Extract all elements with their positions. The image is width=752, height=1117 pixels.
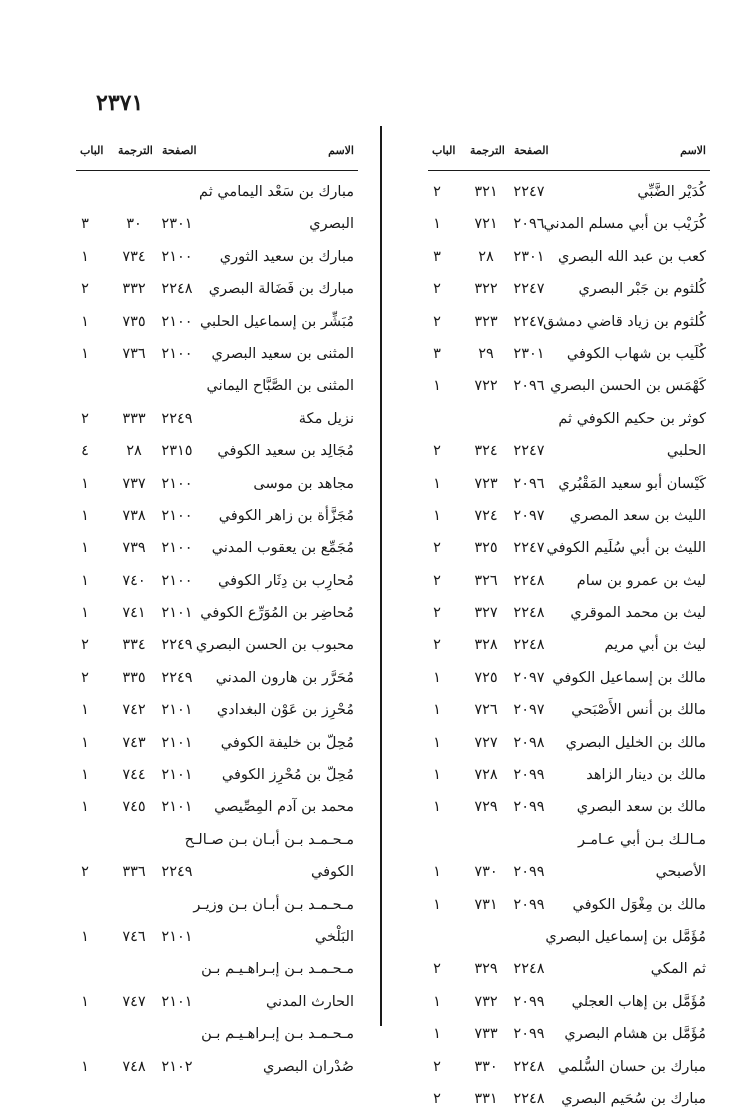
index-row [76,1053,358,1085]
entry-translation: ٧٤٣ [122,734,146,751]
entry-translation: ٣٢٣ [474,313,498,330]
entry-page: ٢٢٤٨ [513,572,545,589]
entry-bab: ٢ [81,281,89,298]
left-column-rows [76,178,358,1085]
index-row [76,437,358,469]
index-row [76,955,358,987]
entry-translation: ٣٢٦ [474,572,498,589]
entry-name: كَيْسان أبو سعيد المَقْبُري [558,475,706,492]
entry-translation: ٧٢٦ [474,702,498,719]
entry-name: ليث بن أبي مريم [604,637,706,654]
index-row [428,631,710,663]
entry-page: ٢٢٤٨ [513,1090,545,1107]
index-row [428,243,710,275]
entry-page: ٢٠٩٩ [513,896,545,913]
entry-bab: ٢ [81,864,89,881]
index-row [76,372,358,404]
entry-page: ٢١٠٠ [161,345,193,362]
entry-name: مُؤَمَّل بن إهاب العجلي [571,993,706,1010]
entry-bab: ٢ [433,637,441,654]
left-column-header [76,130,358,171]
entry-page: ٢٠٩٦ [513,378,545,395]
entry-bab: ٢ [433,313,441,330]
entry-name: كُلثوم بن جَبْر البصري [578,281,706,298]
entry-bab: ٢ [433,1090,441,1107]
index-row [428,729,710,761]
index-row [428,534,710,566]
entry-translation: ٧٢٢ [474,378,498,395]
entry-name: مجاهد بن موسى [253,475,354,492]
entry-name: مـحـمـد بـن أبـان بـن صـالـح [184,831,354,848]
header-page: الصفحة [162,144,197,157]
index-row [428,567,710,599]
entry-name: كُلَيب بن شهاب الكوفي [566,345,706,362]
entry-name: مُحاضِر بن المُوَرِّع الكوفي [200,605,354,622]
entry-page: ٢٠٩٩ [513,1026,545,1043]
entry-name: مُبَشِّر بن إسماعيل الحلبي [199,313,354,330]
entry-translation: ٣٣٥ [122,669,146,686]
index-row [76,761,358,793]
index-row [428,178,710,210]
entry-bab: ٢ [433,572,441,589]
entry-page: ٢٣٠١ [513,248,545,265]
index-row [428,210,710,242]
index-row [428,308,710,340]
entry-bab: ١ [433,702,441,719]
entry-translation: ٢٩ [478,345,494,362]
entry-name: مُؤَمَّل بن هشام البصري [564,1026,706,1043]
entry-page: ٢٣٠١ [513,345,545,362]
entry-name: مُجَالِد بن سعيد الكوفي [217,443,354,460]
entry-name: ليث بن محمد الموقري [570,605,706,622]
header-bab: الباب [80,144,104,157]
entry-bab: ٢ [433,1058,441,1075]
entry-page: ٢٢٤٨ [161,281,193,298]
entry-name: مبارك بن سَعْد اليمامي ثم [199,184,354,200]
entry-translation: ٣٣٠ [474,1058,498,1075]
index-row [76,729,358,761]
entry-page: ٢١٠١ [161,702,193,719]
entry-bab: ١ [433,507,441,524]
index-row [76,243,358,275]
entry-translation: ٧٤٥ [122,799,146,816]
entry-bab: ١ [433,216,441,233]
entry-page: ٢١٠١ [161,928,193,945]
entry-translation: ٣٢٩ [474,961,498,978]
entry-translation: ٧٢٣ [474,475,498,492]
entry-bab: ١ [433,896,441,913]
index-row [76,793,358,825]
entry-name: مـالـك بـن أبي عـامـر [578,831,706,848]
entry-translation: ٧٤٠ [122,572,146,589]
entry-bab: ١ [81,702,89,719]
entry-name: المثنى بن الصَّبَّاح اليماني [206,378,354,395]
entry-page: ٢٣١٥ [161,443,193,460]
entry-name: مالك بن سعد البصري [576,799,706,816]
entry-page: ٢٢٤٩ [161,637,193,654]
entry-name: نزيل مكة [298,410,354,427]
entry-translation: ٣٢٢ [474,281,498,298]
index-row [428,664,710,696]
entry-page: ٢٠٩٨ [513,734,545,751]
entry-page: ٢٠٩٧ [513,507,545,524]
index-row [428,275,710,307]
entry-translation: ٧٣٥ [122,313,146,330]
entry-name: مُجَمِّع بن يعقوب المدني [211,540,354,557]
entry-translation: ٧٢٥ [474,669,498,686]
index-row [428,1085,710,1117]
entry-page: ٢١٠٠ [161,540,193,557]
index-row [428,340,710,372]
entry-bab: ١ [81,928,89,945]
entry-translation: ٧٣٦ [122,345,146,362]
entry-bab: ١ [81,507,89,524]
entry-name: البصري [309,216,354,233]
entry-name: مالك بن الخليل البصري [565,734,706,751]
entry-name: المثنى بن سعيد البصري [211,345,354,362]
entry-translation: ٧٣١ [474,896,498,913]
entry-bab: ٢ [433,961,441,978]
entry-bab: ١ [433,799,441,816]
entry-page: ٢١٠٠ [161,248,193,265]
entry-page: ٢١٠٠ [161,572,193,589]
entry-page: ٢١٠١ [161,605,193,622]
index-row [76,502,358,534]
entry-translation: ٣٣١ [474,1090,498,1107]
entry-bab: ١ [81,734,89,751]
index-row [428,1020,710,1052]
header-bab: الباب [432,144,456,157]
entry-translation: ٣٢٨ [474,637,498,654]
entry-name: مبارك بن حسان السُّلمي [557,1058,706,1075]
entry-translation: ٧٣٩ [122,540,146,557]
entry-translation: ٧٣٧ [122,475,146,492]
entry-name: مبارك بن فَضَالة البصري [208,281,354,298]
header-name: الاسم [680,144,706,157]
entry-bab: ١ [433,669,441,686]
header-translation: الترجمة [118,144,153,157]
index-row [428,858,710,890]
entry-bab: ٤ [81,443,89,460]
index-row [428,437,710,469]
column-divider [380,126,382,1026]
entry-page: ٢٢٤٨ [513,637,545,654]
entry-translation: ٧٣٢ [474,993,498,1010]
entry-bab: ٢ [433,605,441,622]
entry-page: ٢٠٩٧ [513,702,545,719]
entry-bab: ١ [433,864,441,881]
index-row [76,340,358,372]
entry-page: ٢٠٩٩ [513,993,545,1010]
entry-name: مُحَرَّر بن هارون المدني [215,669,354,686]
header-page: الصفحة [514,144,549,157]
entry-translation: ٢٨ [126,443,142,460]
entry-name: مالك بن مِغْوَل الكوفي [572,896,706,913]
entry-page: ٢١٠٠ [161,475,193,492]
entry-translation: ٧٣٤ [122,248,146,265]
page-number: ٢٣٧١ [96,90,144,116]
index-row [76,826,358,858]
entry-translation: ٧٤٤ [122,767,146,784]
entry-name: الليث بن أبي سُلَيم الكوفي [546,540,706,557]
index-row [428,599,710,631]
entry-translation: ٣٢٤ [474,443,498,460]
entry-name: صُدْران البصري [263,1058,354,1075]
entry-bab: ٢ [433,184,441,200]
entry-page: ٢٠٩٩ [513,767,545,784]
index-row [76,470,358,502]
entry-bab: ١ [81,799,89,816]
entry-name: البَلْخي [314,928,354,945]
entry-name: الحارث المدني [265,993,354,1010]
entry-page: ٢٢٤٧ [513,443,545,460]
entry-page: ٢٠٩٧ [513,669,545,686]
index-row [428,761,710,793]
entry-name: مُحْرِز بن عَوْن البغدادي [216,702,354,719]
entry-translation: ٧٤١ [122,605,146,622]
entry-page: ٢٢٤٧ [513,313,545,330]
index-row [76,664,358,696]
entry-name: ثم المكي [650,961,706,978]
index-row [76,534,358,566]
entry-name: الليث بن سعد المصري [569,507,706,524]
entry-name: مُؤَمَّل بن إسماعيل البصري [545,928,706,945]
entry-translation: ٧٤٨ [122,1058,146,1075]
index-row [76,405,358,437]
entry-name: مـحـمـد بـن إبـراهـيـم بـن [201,1026,354,1043]
entry-translation: ٣٣٣ [122,410,146,427]
right-column-rows [428,178,710,1117]
entry-translation: ٣٢٥ [474,540,498,557]
entry-bab: ١ [81,540,89,557]
index-row [76,275,358,307]
entry-translation: ٧٤٢ [122,702,146,719]
entry-name: مُجَزَّأة بن زاهر الكوفي [218,507,354,524]
entry-name: مالك بن أنس الأَصْبَحي [571,702,706,719]
entry-bab: ١ [433,378,441,395]
index-row [428,372,710,404]
entry-bab: ٢ [81,410,89,427]
entry-bab: ١ [81,605,89,622]
entry-translation: ٣٠ [126,216,142,233]
entry-name: الحلبي [666,443,706,460]
entry-page: ٢١٠٠ [161,507,193,524]
entry-bab: ١ [433,734,441,751]
index-row [76,696,358,728]
entry-bab: ١ [433,1026,441,1043]
entry-translation: ٧٣٨ [122,507,146,524]
entry-page: ٢٢٤٨ [513,605,545,622]
entry-bab: ١ [433,475,441,492]
entry-name: مُحارِب بن دِثَار الكوفي [218,572,354,589]
entry-bab: ١ [81,248,89,265]
entry-name: محبوب بن الحسن البصري [195,637,354,654]
entry-bab: ٢ [433,281,441,298]
index-row [428,891,710,923]
entry-name: كعب بن عبد الله البصري [557,248,706,265]
entry-name: محمد بن آدم المِصِّيصي [214,799,354,816]
entry-name: مـحـمـد بـن إبـراهـيـم بـن [201,961,354,978]
entry-translation: ٧٢٩ [474,799,498,816]
entry-name: الأصبحي [655,864,706,881]
entry-name: مـحـمـد بـن أبـان بـن وزيـر [193,896,354,913]
entry-translation: ٧٤٦ [122,928,146,945]
entry-bab: ١ [81,1058,89,1075]
entry-page: ٢١٠٢ [161,1058,193,1075]
index-row [428,405,710,437]
entry-page: ٢٢٤٧ [513,540,545,557]
entry-page: ٢٢٤٩ [161,669,193,686]
index-row [428,955,710,987]
entry-translation: ٧٣٠ [474,864,498,881]
entry-bab: ٢ [433,540,441,557]
index-row [76,631,358,663]
entry-name: مُحِلّ بن خليفة الكوفي [220,734,354,751]
entry-translation: ٧٢٧ [474,734,498,751]
entry-name: مبارك بن سُحَيم البصري [561,1090,706,1107]
header-translation: الترجمة [470,144,505,157]
entry-name: مالك بن دينار الزاهد [586,767,706,784]
index-row [76,178,358,210]
entry-name: الكوفي [311,864,354,881]
index-row [428,696,710,728]
entry-translation: ٧٤٧ [122,993,146,1010]
entry-page: ٢١٠١ [161,799,193,816]
entry-name: كُلثوم بن زياد قاضي دمشق [543,313,706,330]
index-row [76,210,358,242]
right-column [428,130,710,1117]
entry-bab: ٣ [81,216,89,233]
entry-page: ٢٢٤٧ [513,184,545,200]
entry-bab: ١ [81,767,89,784]
entry-page: ٢١٠١ [161,993,193,1010]
entry-page: ٢١٠١ [161,734,193,751]
index-row [428,793,710,825]
entry-name: كَهْمَس بن الحسن البصري [550,378,706,395]
entry-translation: ٣٢٧ [474,605,498,622]
index-row [76,891,358,923]
entry-bab: ١ [81,475,89,492]
entry-name: ليث بن عمرو بن سام [576,572,706,589]
index-row [428,470,710,502]
entry-translation: ٧٣٣ [474,1026,498,1043]
entry-page: ٢٢٤٩ [161,410,193,427]
entry-page: ٢٢٤٧ [513,281,545,298]
entry-bab: ٢ [81,637,89,654]
entry-page: ٢٠٩٩ [513,799,545,816]
entry-name: مالك بن إسماعيل الكوفي [552,669,706,686]
entry-page: ٢١٠١ [161,767,193,784]
right-column-header [428,130,710,171]
index-row [428,826,710,858]
entry-bab: ٢ [81,669,89,686]
entry-page: ٢٢٤٨ [513,961,545,978]
entry-page: ٢٢٤٨ [513,1058,545,1075]
entry-name: مُحِلّ بن مُحْرِز الكوفي [221,767,354,784]
entry-translation: ٣٣٤ [122,637,146,654]
entry-bab: ١ [81,993,89,1010]
entry-name: كُدَيْر الضَّبِّي [637,184,706,200]
entry-bab: ١ [81,313,89,330]
index-row [76,567,358,599]
entry-name: كوثر بن حكيم الكوفي ثم [558,410,706,427]
entry-bab: ٣ [433,345,441,362]
entry-translation: ٧٢٨ [474,767,498,784]
entry-bab: ١ [81,345,89,362]
entry-translation: ٧٢٤ [474,507,498,524]
index-row [428,1053,710,1085]
entry-page: ٢٠٩٩ [513,864,545,881]
entry-page: ٢٣٠١ [161,216,193,233]
entry-translation: ٢٨ [478,248,494,265]
entry-page: ٢٠٩٦ [513,475,545,492]
entry-page: ٢٢٤٩ [161,864,193,881]
entry-bab: ١ [81,572,89,589]
entry-translation: ٣٣٦ [122,864,146,881]
index-row [76,923,358,955]
entry-translation: ٧٢١ [474,216,498,233]
index-row [428,923,710,955]
entry-page: ٢٠٩٦ [513,216,545,233]
entry-bab: ٣ [433,248,441,265]
index-row [428,502,710,534]
entry-name: مبارك بن سعيد الثوري [219,248,354,265]
entry-page: ٢١٠٠ [161,313,193,330]
index-row [76,988,358,1020]
entry-bab: ١ [433,767,441,784]
index-row [76,858,358,890]
left-column [76,130,358,1085]
entry-bab: ١ [433,993,441,1010]
index-row [428,988,710,1020]
entry-bab: ٢ [433,443,441,460]
index-row [76,599,358,631]
index-row [76,1020,358,1052]
entry-name: كُرَيْب بن أبي مسلم المدني [543,216,706,233]
header-name: الاسم [328,144,354,157]
index-row [76,308,358,340]
entry-translation: ٣٣٢ [122,281,146,298]
entry-translation: ٣٢١ [474,184,498,200]
